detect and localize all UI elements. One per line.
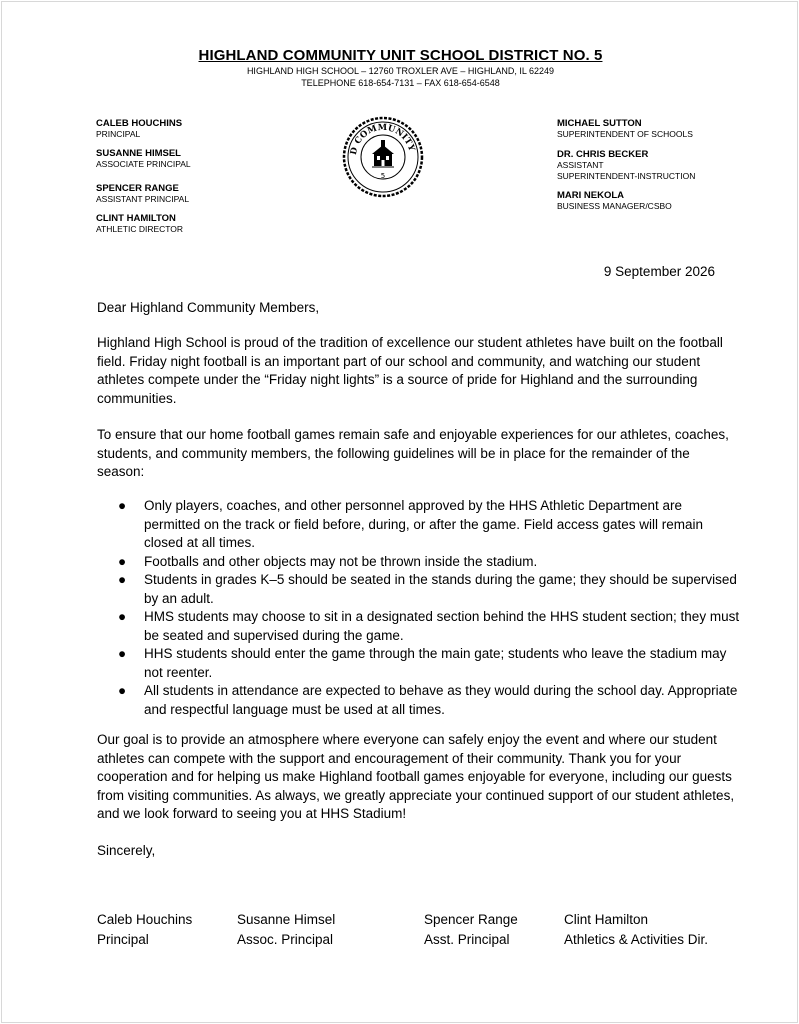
staff-name: SUSANNE HIMSEL: [96, 148, 181, 159]
guideline-text: Only players, coaches, and other personnel approved by the HHS Athletic Department are permitted on the track or field before, during, or after the game. Field access gates will remain closed at all times.: [144, 498, 704, 550]
signer-title: Assoc. Principal: [237, 932, 334, 947]
staff-list-left: [96, 118, 191, 243]
guideline-text: HHS students should enter the game through the main gate; students who leave the stadium may not reenter.: [144, 646, 727, 680]
school-phone: TELEPHONE 618-654-7131 – FAX 618-654-6548: [301, 78, 500, 88]
seal-text: D COMMUNITY: [348, 122, 417, 156]
staff-list-right: [557, 118, 695, 220]
salutation: Dear Highland Community Members,: [97, 300, 320, 315]
list-item: [117, 682, 742, 719]
signer-title: Athletics & Activities Dir.: [564, 932, 709, 947]
staff-entry: [557, 118, 695, 140]
bullet-icon: ●: [118, 498, 127, 513]
list-item: [117, 571, 742, 608]
staff-title: ASSISTANT PRINCIPAL: [96, 194, 190, 204]
guideline-text: All students in attendance are expected to behave as they would during the school day. Appropriate and respectful language must be used at all times.: [144, 683, 738, 717]
signature-block: [424, 910, 518, 950]
letter-page: [1, 1, 798, 1023]
letter-date: 9 September 2026: [603, 264, 715, 279]
staff-entry: [96, 118, 191, 140]
staff-title: ASSISTANT: [557, 160, 604, 170]
staff-title: ATHLETIC DIRECTOR: [96, 224, 184, 234]
list-item: [117, 553, 742, 572]
list-item: [117, 608, 742, 645]
seal-number: 5: [380, 172, 386, 180]
signer-name: Caleb Houchins: [97, 912, 193, 927]
staff-title: ASSOCIATE PRINCIPAL: [96, 159, 191, 169]
paragraph-guidelines-intro: To ensure that our home football games remain safe and enjoyable experiences for our athletes, coaches, students, and community members, the following guidelines will be in place for the remainder of the season:: [97, 427, 729, 479]
paragraph-intro: Highland High School is proud of the tradition of excellence our student athletes have built on the football field. Friday night football is an important part of our school and community, and watching our student athletes compete under the “Friday night lights” is a source of pride for Highland and the surrounding communities.: [97, 335, 723, 406]
guideline-text: Students in grades K–5 should be seated in the stands during the game; they should be supervised by an adult.: [144, 572, 737, 606]
bullet-icon: ●: [118, 553, 127, 569]
letterhead: [2, 46, 799, 89]
signer-title: Asst. Principal: [424, 932, 510, 947]
staff-title: SUPERINTENDENT OF SCHOOLS: [557, 129, 693, 139]
signer-name: Susanne Himsel: [237, 912, 336, 927]
staff-entry: [557, 149, 695, 182]
district-name: HIGHLAND COMMUNITY UNIT SCHOOL DISTRICT NO. 5: [198, 47, 603, 64]
signer-title: Principal: [97, 932, 149, 947]
seal-icon: [342, 116, 424, 198]
school-address: HIGHLAND HIGH SCHOOL – 12760 TROXLER AVE – HIGHLAND, IL 62249: [246, 66, 555, 76]
bullet-icon: ●: [118, 646, 127, 661]
bullet-icon: ●: [118, 609, 127, 624]
signature-block: [237, 910, 335, 950]
signature-block: [564, 910, 708, 950]
staff-title: PRINCIPAL: [96, 129, 141, 139]
staff-name: MARI NEKOLA: [557, 190, 625, 201]
guideline-text: HMS students may choose to sit in a designated section behind the HHS student section; they must be seated and supervised during the game.: [144, 609, 740, 643]
district-seal: [342, 116, 424, 198]
closing: Sincerely,: [97, 843, 156, 858]
staff-title: SUPERINTENDENT-INSTRUCTION: [557, 171, 696, 181]
staff-entry: [96, 213, 191, 235]
staff-name: MICHAEL SUTTON: [557, 118, 642, 129]
staff-entry: [557, 190, 695, 212]
list-item: [117, 645, 742, 682]
paragraph-closing: Our goal is to provide an atmosphere where everyone can safely enjoy the event and where our student athletes can compete with the support and encouragement of their community. Thank you for your cooperation and for helping us make Highland football games enjoyable for everyone, including our guests from visiting communities. As always, we greatly appreciate your continued support of our student athletes, and we look forward to seeing you at HHS Stadium!: [97, 732, 735, 821]
signature-block: [97, 910, 192, 950]
guideline-text: Footballs and other objects may not be thrown inside the stadium.: [144, 553, 538, 569]
bullet-icon: ●: [118, 683, 127, 698]
staff-entry: [96, 148, 191, 170]
staff-name: SPENCER RANGE: [96, 183, 179, 194]
signer-name: Spencer Range: [424, 912, 518, 927]
staff-name: DR. CHRIS BECKER: [557, 149, 649, 160]
guidelines-list: [117, 497, 742, 719]
signer-name: Clint Hamilton: [564, 912, 649, 927]
staff-name: CALEB HOUCHINS: [96, 118, 183, 129]
staff-title: BUSINESS MANAGER/CSBO: [557, 201, 672, 211]
bullet-icon: ●: [118, 572, 127, 587]
staff-entry: [96, 183, 191, 205]
staff-name: CLINT HAMILTON: [96, 213, 176, 224]
list-item: [117, 497, 742, 553]
